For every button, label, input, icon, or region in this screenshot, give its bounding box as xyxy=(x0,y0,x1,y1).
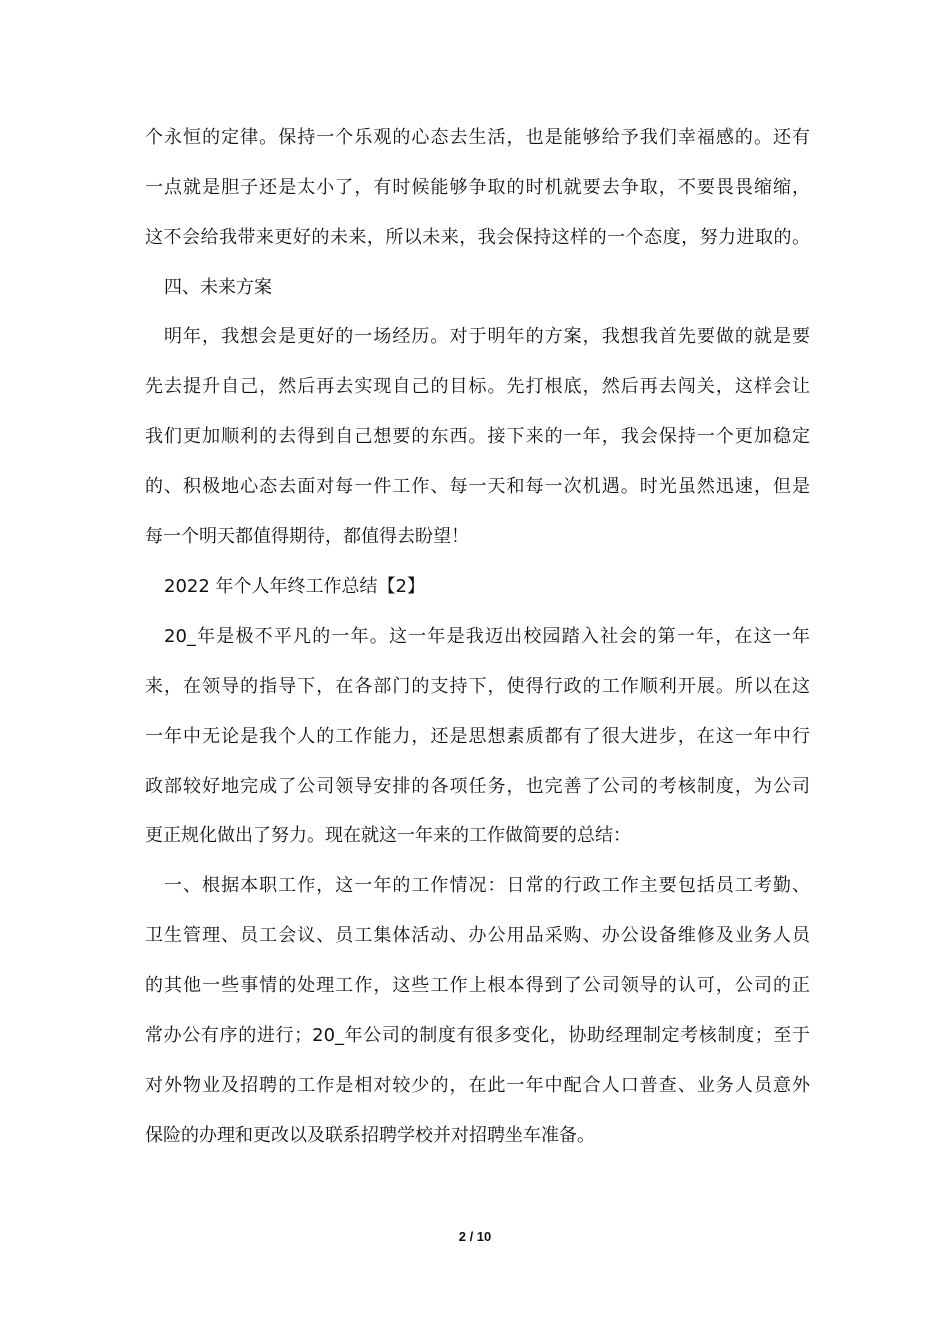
paragraph-line: 个永恒的定律。保持一个乐观的心态去生活，也是能够给予我们幸福感的。还有 xyxy=(145,127,810,148)
paragraph-line: 20_年是极不平凡的一年。这一年是我迈出校园踏入社会的第一年，在这一年 xyxy=(164,626,810,647)
paragraph-line: 先去提升自己，然后再去实现自己的目标。先打根底，然后再去闯关，这样会让 xyxy=(145,376,810,397)
page-number: 2 / 10 xyxy=(458,1229,492,1244)
paragraph-line: 保险的办理和更改以及联系招聘学校并对招聘坐车准备。 xyxy=(145,1125,595,1146)
paragraph-line: 更正规化做出了努力。现在就这一年来的工作做简要的总结： xyxy=(145,825,631,846)
section-heading: 2022 年个人年终工作总结【2】 xyxy=(164,576,425,597)
paragraph-line: 的、积极地心态去面对每一件工作、每一天和每一次机遇。时光虽然迅速，但是 xyxy=(145,476,810,497)
paragraph-line: 一点就是胆子还是太小了，有时候能够争取的时机就要去争取，不要畏畏缩缩， xyxy=(145,177,810,198)
paragraph-line: 每一个明天都值得期待，都值得去盼望！ xyxy=(145,526,469,547)
paragraph-line: 卫生管理、员工会议、员工集体活动、办公用品采购、办公设备维修及业务人员 xyxy=(145,925,810,946)
section-heading: 四、未来方案 xyxy=(164,277,272,298)
paragraph-line: 一年中无论是我个人的工作能力，还是思想素质都有了很大进步，在这一年中行 xyxy=(145,726,810,747)
paragraph-line: 来，在领导的指导下，在各部门的支持下，使得行政的工作顺利开展。所以在这 xyxy=(145,676,810,697)
paragraph-line: 对外物业及招聘的工作是相对较少的，在此一年中配合人口普查、业务人员意外 xyxy=(145,1075,810,1096)
paragraph-line: 这不会给我带来更好的未来，所以未来，我会保持这样的一个态度，努力进取的。 xyxy=(145,227,810,248)
paragraph-line: 一、根据本职工作，这一年的工作情况：日常的行政工作主要包括员工考勤、 xyxy=(164,875,810,896)
paragraph-line: 明年，我想会是更好的一场经历。对于明年的方案，我想我首先要做的就是要 xyxy=(164,326,810,347)
paragraph-line: 我们更加顺利的去得到自己想要的东西。接下来的一年，我会保持一个更加稳定 xyxy=(145,426,810,447)
paragraph-line: 的其他一些事情的处理工作，这些工作上根本得到了公司领导的认可，公司的正 xyxy=(145,975,810,996)
paragraph-line: 常办公有序的进行；20_年公司的制度有很多变化，协助经理制定考核制度；至于 xyxy=(145,1025,810,1046)
paragraph-line: 政部较好地完成了公司领导安排的各项任务，也完善了公司的考核制度，为公司 xyxy=(145,776,810,797)
